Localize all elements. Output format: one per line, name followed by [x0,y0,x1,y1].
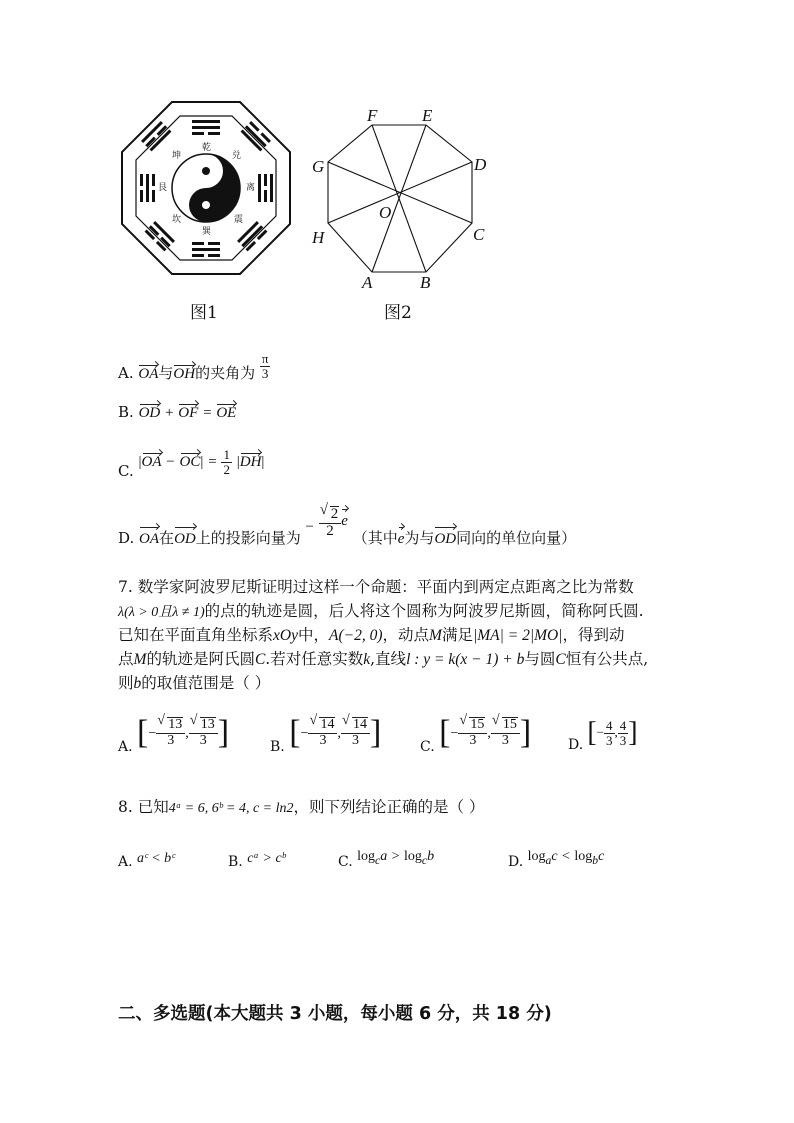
q8-option-a: A. aᶜ < bᶜ [118,851,175,870]
bagua-name-5: 坎 [172,215,182,225]
trigram-left [140,174,155,202]
q7-line3: 已知在平面直角坐标系xOy中，A(−2, 0)，动点M满足|MA| = 2|MO|，得到动 [118,626,625,644]
q8-option-d: D. $\log_ac < \log_bc$ [508,849,605,870]
q7-line4: 点M的轨迹是阿氏圆C.若对任意实数k,直线l : y = k(x − 1) + b与圆C恒有公共点, [118,650,649,668]
vector-OC: OC [179,454,201,471]
vector-e: e [398,526,405,552]
vector-OA: OA [138,366,159,383]
bagua-name-2: 离 [246,183,256,193]
point-label-C: C [473,225,485,244]
figure2-caption: 图2 [384,303,412,323]
fraction-pi-over-3: $\frac{\pi}{3}$ [261,351,269,381]
bagua-name-1: 兑 [232,151,242,161]
q6-option-b: B. OD + OF = OE [118,403,237,421]
octagon-figure [300,100,500,300]
point-label-B: B [420,273,431,292]
q7-line2: λ(λ > 0且λ ≠ 1)的点的轨迹是圆，后人将这个圆称为阿波罗尼斯圆，简称阿氏圆. [118,602,644,620]
q7-option-c: C. [− √ $\frac{15}{3}$ , √ $\frac{15}{3}$ ] [420,716,531,750]
section-heading: 二、多选题(本大题共 3 小题，每小题 6 分，共 18 分) [118,1004,552,1024]
trigram-topright [241,121,271,151]
point-label-G: G [312,157,325,176]
bagua-name-4: 巽 [202,227,212,237]
vector-OF: OF [178,405,199,421]
bagua-name-7: 坤 [172,151,182,161]
trigram-top [192,120,220,135]
trigram-bottomleft [145,221,175,251]
figure1-caption: 图1 [190,303,218,323]
vector-OD: OD [174,526,196,552]
q7-option-d: D. [− $\frac{4}{3}$ , $\frac{4}{3}$ ] [568,717,638,753]
trigram-bottomright [237,221,267,251]
vector-OD: OD [434,526,456,552]
bagua-name-6: 艮 [158,183,168,193]
octagon-outline [328,125,472,272]
trigram-right [258,174,273,202]
point-label-O: O [379,203,392,222]
bagua-name-0: 乾 [202,143,212,153]
point-label-D: D [474,155,487,174]
point-label-F: F [367,106,378,125]
vector-OE: OE [216,405,237,421]
q7-option-b: B. [− √ $\frac{14}{3}$ , √ $\frac{14}{3}$ ] [270,716,381,750]
q7-line1: 7. 数学家阿波罗尼斯证明过这样一个命题：平面内到两定点距离之比为常数 [118,578,634,596]
vector-OA: OA [141,454,162,471]
fraction-sqrt2-over-2: √ $\frac{2}{2}$ [319,506,342,540]
yin-yang-icon [172,154,240,222]
vector-DH: DH [239,454,262,471]
trigram-bottom [192,242,220,257]
q6-option-d: D. OA在OD上的投影向量为 − √ $\frac{2}{2}$ e （其中e为与OD同向的单位向量） [118,508,576,542]
q6-option-a: A. OA与OH的夹角为 $\frac{\pi}{3}$ [118,351,269,383]
bagua-figure [120,100,292,276]
point-label-A: A [362,273,373,292]
point-label-E: E [422,106,433,125]
q7-option-a: A. [− √ $\frac{13}{3}$ , √ $\frac{13}{3}$ ] [118,716,229,750]
q8-option-b: B. cᵃ > cᵇ [228,851,286,870]
vector-OD: OD [138,405,161,421]
vector-e: e [341,508,348,534]
q6-option-c: C. |OA − OC| = $\frac{1}{2}$ |DH| [118,447,265,481]
q7-line5: 则b的取值范围是（ ） [118,674,271,692]
q8-stem: 8. 已知4ᵃ = 6, 6ᵇ = 4, c = ln2，则下列结论正确的是（ ） [118,798,485,816]
vector-OA: OA [139,526,159,552]
q8-option-c: C. $\log_ca > \log_cb$ [338,849,435,870]
bagua-name-3: 震 [234,215,244,225]
point-label-H: H [312,228,325,247]
vector-OH: OH [173,366,196,383]
trigram-topleft [141,121,171,151]
fraction-one-half: $\frac{1}{2}$ [223,447,230,477]
